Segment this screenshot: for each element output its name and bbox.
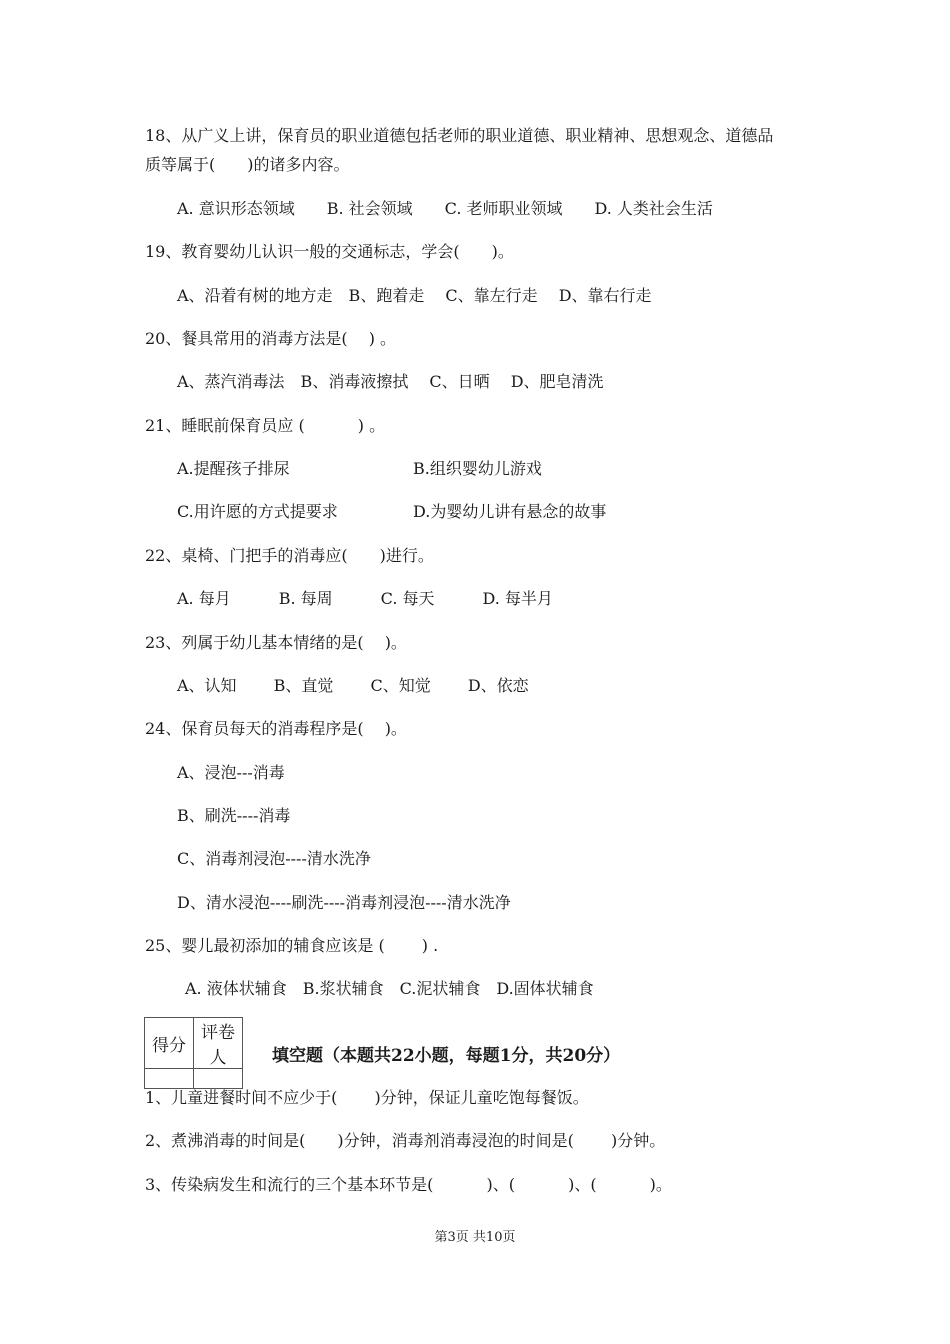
question-21-option-d: D.为婴幼儿讲有悬念的故事 — [413, 502, 607, 521]
fill-question-1: 1、儿童进餐时间不应少于( )分钟，保证儿童吃饱每餐饭。 — [145, 1088, 589, 1107]
grader-cell — [194, 1069, 243, 1089]
question-21-option-b: B.组织婴幼儿游戏 — [413, 459, 542, 478]
question-22-stem: 22、桌椅、门把手的消毒应( )进行。 — [145, 546, 434, 565]
question-25-options: A. 液体状辅食 B.浆状辅食 C.泥状辅食 D.固体状辅食 — [185, 979, 594, 998]
question-20-options: A、蒸汽消毒法 B、消毒液擦拭 C、日晒 D、肥皂清洗 — [177, 372, 604, 391]
question-21-option-a: A.提醒孩子排尿 — [177, 459, 290, 478]
question-19-options: A、沿着有树的地方走 B、跑着走 C、靠左行走 D、靠右行走 — [177, 286, 652, 305]
question-24-option-d: D、清水浸泡----刷洗----消毒剂浸泡----清水洗净 — [177, 893, 511, 912]
question-18-options: A. 意识形态领域 B. 社会领域 C. 老师职业领域 D. 人类社会生活 — [177, 199, 713, 218]
score-table — [144, 1017, 243, 1089]
question-25-stem: 25、婴儿最初添加的辅食应该是 ( ) . — [145, 936, 439, 955]
score-label: 得分 — [145, 1018, 194, 1069]
score-cell — [145, 1069, 194, 1089]
fill-question-3: 3、传染病发生和流行的三个基本环节是( )、( )、( )。 — [145, 1175, 672, 1194]
page-footer: 第3页 共10页 — [434, 1230, 516, 1245]
fill-question-2: 2、煮沸消毒的时间是( )分钟，消毒剂消毒浸泡的时间是( )分钟。 — [145, 1131, 666, 1150]
question-21-stem: 21、睡眠前保育员应 ( ) 。 — [145, 416, 386, 435]
question-18-line-2: 质等属于( )的诸多内容。 — [145, 155, 350, 174]
question-20-stem: 20、餐具常用的消毒方法是( ) 。 — [145, 329, 397, 348]
question-23-options: A、认知 B、直觉 C、知觉 D、依恋 — [177, 676, 529, 695]
question-24-stem: 24、保育员每天的消毒程序是( )。 — [145, 719, 407, 738]
question-23-stem: 23、列属于幼儿基本情绪的是( )。 — [145, 633, 407, 652]
question-21-option-c: C.用许愿的方式提要求 — [177, 502, 338, 521]
question-18-line-1: 18、从广义上讲，保育员的职业道德包括老师的职业道德、职业精神、思想观念、道德品 — [145, 126, 774, 145]
grader-label: 评卷人 — [194, 1018, 243, 1069]
question-24-option-a: A、浸泡---消毒 — [177, 763, 285, 782]
question-24-option-b: B、刷洗----消毒 — [177, 806, 291, 825]
question-24-option-c: C、消毒剂浸泡----清水洗净 — [177, 849, 371, 868]
question-22-options: A. 每月 B. 每周 C. 每天 D. 每半月 — [177, 589, 553, 608]
section-title: 填空题（本题共22小题，每题1分，共20分） — [272, 1046, 621, 1066]
question-19-stem: 19、教育婴幼儿认识一般的交通标志，学会( )。 — [145, 242, 514, 261]
